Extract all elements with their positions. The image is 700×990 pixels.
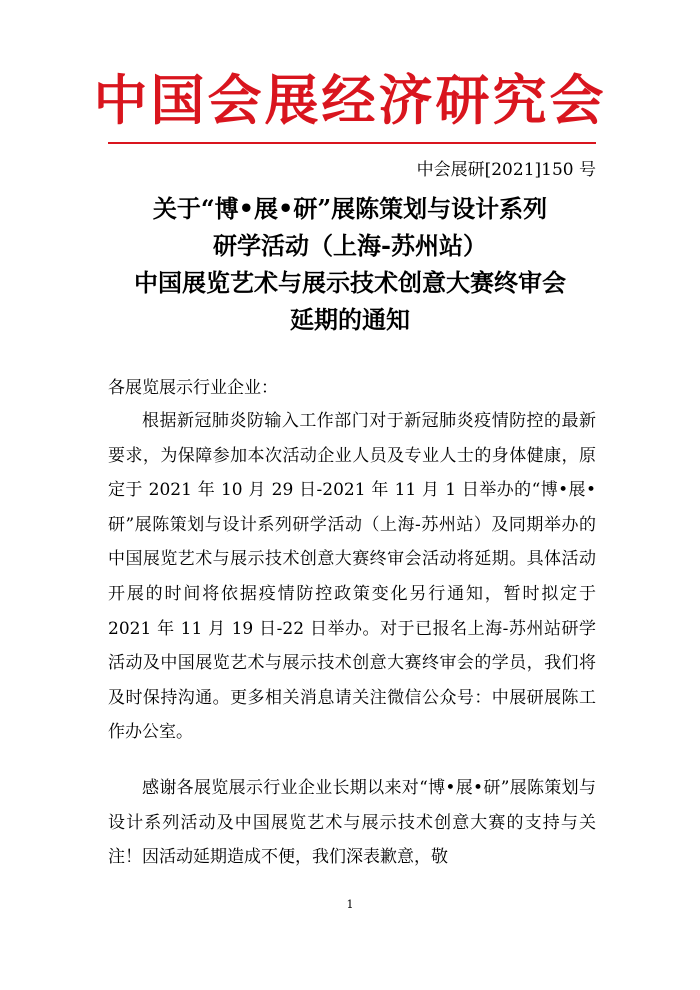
masthead: 中国会展经济研究会 bbox=[93, 68, 607, 132]
red-divider bbox=[108, 142, 596, 144]
title-line-2: 研学活动（上海-苏州站） bbox=[213, 231, 487, 260]
title-line-1: 关于“博•展•研”展陈策划与设计系列 bbox=[152, 194, 548, 223]
notice-title bbox=[80, 190, 620, 338]
salutation: 各展览展示行业企业： bbox=[108, 378, 278, 398]
body-paragraph-2: 感谢各展览展示行业企业长期以来对“博•展•研”展陈策划与设计系列活动及中国展览艺术与展示技术创意大赛的支持与关注！因活动延期造成不便，我们深表歉意，敬 bbox=[108, 778, 596, 868]
page-number: 1 bbox=[346, 898, 354, 911]
body-paragraph-1: 根据新冠肺炎防输入工作部门对于新冠肺炎疫情防控的最新要求，为保障参加本次活动企业人员及专业人士的身体健康，原定于 2021 年 10 月 29 日-2021 年 11 月 1 日举办的“博•展•研”展陈策划与设计系列研学活动（上海-苏州站）及同期举办的中国展览艺术与展示技术创意大赛终审会活动将延期。具体活动开展的时间将依据疫情防控政策变化另行通知，暂时拟定于 2021 年 11 月 19 日-22 日举办。对于已报名上海-苏州站研学活动及中国展览艺术与展示技术创意大赛终审会的学员，我们将及时保持沟通。更多相关消息请关注微信公众号：中展研展陈工作办公室。 bbox=[108, 411, 596, 743]
title-line-4: 延期的通知 bbox=[290, 305, 410, 334]
title-line-3: 中国展览艺术与展示技术创意大赛终审会 bbox=[134, 268, 566, 297]
document-number: 中会展研[2021]150 号 bbox=[416, 160, 596, 180]
